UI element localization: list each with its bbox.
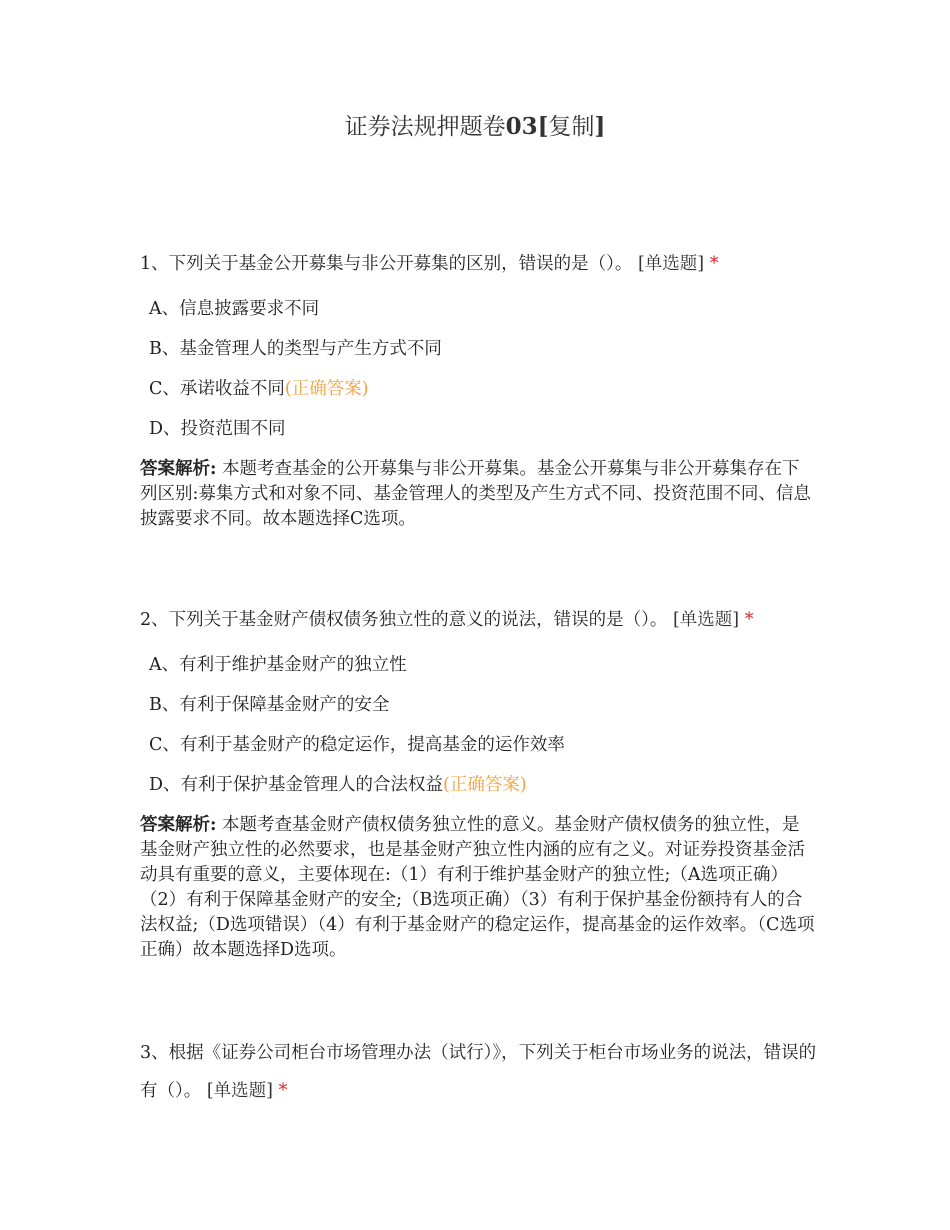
correct-answer-mark: (正确答案): [284, 379, 369, 399]
option-b: [140, 685, 820, 725]
required-star: *: [709, 254, 719, 274]
answer-analysis: [140, 457, 816, 532]
analysis-text: 本题考查基金财产债权债务独立性的意义。基金财产债权债务的独立性，是基金财产独立性的必然要求，也是基金财产独立性内涵的应有之义。对证券投资基金活动具有重要的意义，主要体现在:（1）有利于维护基金财产的独立性;（A选项正确）（2）有利于保障基金财产的安全;（B选项正确）（3）有利于保护基金份额持有人的合法权益;（D选项错误）（4）有利于基金财产的稳定运作，提高基金的运作效率。（C选项正确）故本题选择D选项。: [140, 815, 815, 960]
option-label: A、有利于维护基金财产的独立性: [149, 655, 407, 675]
option-label: C、有利于基金财产的稳定运作，提高基金的运作效率: [149, 735, 565, 755]
option-c: [140, 369, 820, 409]
option-label: D、投资范围不同: [149, 419, 286, 439]
title-copy-label: 复制: [548, 114, 595, 140]
question-text: [140, 601, 820, 639]
option-a: [140, 645, 820, 685]
title-number: 03[: [505, 113, 549, 140]
option-d: [140, 765, 820, 805]
question-stem: 3、根据《证券公司柜台市场管理办法（试行）》，下列关于柜台市场业务的说法，错误的有（）。: [140, 1043, 817, 1101]
option-a: [140, 289, 820, 329]
option-list: [140, 645, 820, 805]
question-text: [140, 1034, 820, 1110]
correct-answer-mark: (正确答案): [443, 775, 527, 795]
required-star: *: [744, 610, 754, 630]
question-3: [140, 1034, 820, 1110]
page-title: [0, 112, 950, 142]
answer-analysis: [140, 813, 816, 963]
question-stem: 2、下列关于基金财产债权债务独立性的意义的说法，错误的是（）。: [140, 610, 668, 630]
option-label: B、有利于保障基金财产的安全: [149, 695, 390, 715]
option-label: D、有利于保护基金管理人的合法权益: [149, 775, 444, 795]
question-type-tag: [单选题]: [672, 610, 740, 630]
option-d: [140, 409, 820, 449]
title-prefix: 证券法规押题卷: [344, 114, 506, 140]
question-2: [140, 601, 820, 963]
question-type-tag: [单选题]: [206, 1081, 273, 1101]
title-bracket-close: ]: [594, 113, 606, 140]
analysis-text: 本题考查基金的公开募集与非公开募集。基金公开募集与非公开募集存在下列区别:募集方式和对象不同、基金管理人的类型及产生方式不同、投资范围不同、信息披露要求不同。故本题选择C选项。: [140, 459, 811, 529]
question-text: [140, 245, 820, 283]
required-star: *: [278, 1081, 288, 1101]
option-label: C、承诺收益不同: [149, 379, 285, 399]
question-type-tag: [单选题]: [637, 254, 705, 274]
question-1: [140, 245, 820, 532]
question-stem: 1、下列关于基金公开募集与非公开募集的区别，错误的是（）。: [140, 254, 633, 274]
analysis-label: 答案解析:: [140, 815, 217, 835]
option-label: A、信息披露要求不同: [149, 299, 320, 319]
option-c: [140, 725, 820, 765]
option-list: [140, 289, 820, 449]
option-b: [140, 329, 820, 369]
option-label: B、基金管理人的类型与产生方式不同: [149, 339, 442, 359]
analysis-label: 答案解析:: [140, 459, 217, 479]
